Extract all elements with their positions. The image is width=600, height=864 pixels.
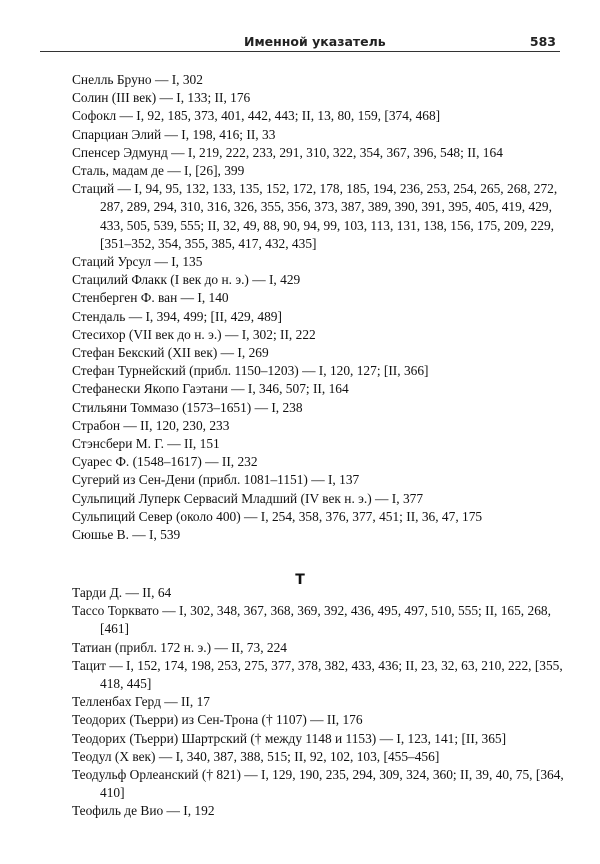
index-entry: Снелль Бруно — I, 302 <box>72 72 203 87</box>
index-entry: Стаций — I, 94, 95, 132, 133, 135, 152, 172, 178, 185, 194, 236, 253, 254, 265, 268, 272, 287, 289, 294, 310, 316, 326, 355, 356, 373, 387, 389, 390, 391, 395, 405, 419, 429, 433, 505, 539, 555; II, 32, 49, 88, 90, 94, 99, 103, 113, 131, 138, 156, 175, 209, 229, [351–352, 354, 355, 385, 417, 432, 435] <box>72 181 558 251</box>
index-entries-s <box>72 71 567 544</box>
index-entry: Стефанески Якопо Гаэтани — I, 346, 507; II, 164 <box>72 381 349 397</box>
index-entry: Стацилий Флакк (I век до н. э.) — I, 429 <box>72 272 301 288</box>
index-entry: Суарес Ф. (1548–1617) — II, 232 <box>72 454 258 470</box>
index-entry: Сульпиций Север (около 400) — I, 254, 358, 376, 377, 451; II, 36, 47, 175 <box>72 508 483 524</box>
index-entry: Стендаль — I, 394, 499; [II, 429, 489] <box>72 308 282 324</box>
header-rule <box>40 51 560 52</box>
index-entry: Стесихор (VII век до н. э.) — I, 302; II, 222 <box>72 326 316 342</box>
index-entry: Сталь, мадам де — I, [26], 399 <box>72 163 245 179</box>
index-entry: Солин (III век) — I, 133; II, 176 <box>72 90 251 106</box>
index-entry: Стаций Урсул — I, 135 <box>72 254 203 270</box>
index-entry: Теофиль де Вио — I, 192 <box>72 803 215 819</box>
index-entry: Тарди Д. — II, 64 <box>72 585 172 600</box>
header-title: Именной указатель <box>244 34 386 49</box>
index-entry: Спарциан Элий — I, 198, 416; II, 33 <box>72 126 276 142</box>
index-entry: Тацит — I, 152, 174, 198, 253, 275, 377, 378, 382, 433, 436; II, 23, 32, 63, 210, 222, [355, 418, 445] <box>72 657 563 692</box>
index-entry: Сюшье В. — I, 539 <box>72 527 181 543</box>
index-entry: Теодульф Орлеанский († 821) — I, 129, 190, 235, 294, 309, 324, 360; II, 39, 40, 75, [364, 410] <box>72 767 564 801</box>
index-entry: Софокл — I, 92, 185, 373, 401, 442, 443; II, 13, 80, 159, [374, 468] <box>72 108 441 124</box>
index-entry: Телленбах Герд — II, 17 <box>72 694 210 710</box>
running-header <box>40 31 560 51</box>
index-entry: Стефан Бекский (XII век) — I, 269 <box>72 345 269 361</box>
index-entry: Тассо Торквато — I, 302, 348, 367, 368, 369, 392, 436, 495, 497, 510, 555; II, 165, 268, [461] <box>72 603 551 637</box>
section-letter-heading: Т <box>295 572 305 588</box>
index-entry: Спенсер Эдмунд — I, 219, 222, 233, 291, 310, 322, 354, 367, 396, 548; II, 164 <box>72 144 503 160</box>
page-number: 583 <box>529 34 556 49</box>
index-entry: Теодорих (Тьерри) Шартрский († между 1148 и 1153) — I, 123, 141; [II, 365] <box>72 730 507 746</box>
index-entry: Страбон — II, 120, 230, 233 <box>72 417 230 433</box>
index-entry: Стенберген Ф. ван — I, 140 <box>72 290 229 306</box>
index-entry: Теодул (X век) — I, 340, 387, 388, 515; II, 92, 102, 103, [455–456] <box>72 748 440 764</box>
index-entry: Стэнсбери М. Г. — II, 151 <box>72 436 220 452</box>
index-entry: Сульпиций Луперк Сервасий Младший (IV век н. э.) — I, 377 <box>72 490 424 506</box>
index-entry: Стильяни Томмазо (1573–1651) — I, 238 <box>72 399 303 415</box>
index-entry: Стефан Турнейский (прибл. 1150–1203) — I, 120, 127; [II, 366] <box>72 363 429 379</box>
index-entry: Сугерий из Сен-Дени (прибл. 1081–1151) — I, 137 <box>72 472 360 488</box>
index-entries-t <box>72 584 567 821</box>
index-entry: Татиан (прибл. 172 н. э.) — II, 73, 224 <box>72 639 287 655</box>
index-entry: Теодорих (Тьерри) из Сен-Трона († 1107) — II, 176 <box>72 712 363 728</box>
